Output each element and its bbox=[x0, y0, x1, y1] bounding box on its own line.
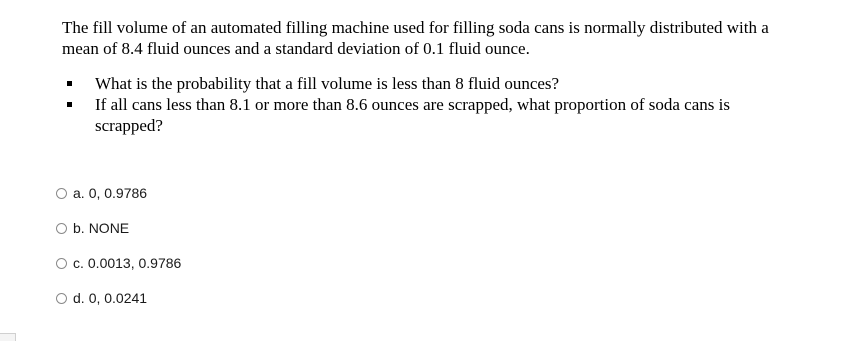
option-text: 0, 0.0241 bbox=[88, 290, 148, 306]
answer-option-c[interactable] bbox=[56, 254, 181, 272]
radio-button-icon[interactable] bbox=[56, 223, 67, 234]
page-corner-divider bbox=[0, 333, 16, 341]
option-text: 0, 0.9786 bbox=[88, 185, 148, 201]
option-letter: a. bbox=[73, 185, 85, 201]
question-stem: The fill volume of an automated filling machine used for filling soda cans is normally distributed with a mean of 8.4 fluid ounces and a standard deviation of 0.1 fluid ounce. bbox=[62, 18, 769, 58]
question-parts-list bbox=[62, 73, 802, 136]
square-bullet-icon bbox=[67, 102, 72, 107]
radio-button-icon[interactable] bbox=[56, 293, 67, 304]
answer-option-a[interactable] bbox=[56, 184, 181, 202]
radio-button-icon[interactable] bbox=[56, 188, 67, 199]
answer-options bbox=[56, 184, 181, 324]
question-part bbox=[62, 94, 802, 136]
question-part bbox=[62, 73, 802, 94]
option-text: NONE bbox=[88, 220, 130, 236]
answer-option-d[interactable] bbox=[56, 289, 181, 307]
option-letter: c. bbox=[73, 255, 84, 271]
option-letter: b. bbox=[73, 220, 85, 236]
square-bullet-icon bbox=[67, 81, 72, 86]
question-text bbox=[62, 17, 802, 136]
answer-option-b[interactable] bbox=[56, 219, 181, 237]
option-text: 0.0013, 0.9786 bbox=[87, 255, 182, 271]
question-part-text: If all cans less than 8.1 or more than 8.6 ounces are scrapped, what proportion of soda cans is scrapped? bbox=[95, 95, 730, 135]
radio-button-icon[interactable] bbox=[56, 258, 67, 269]
question-part-text: What is the probability that a fill volume is less than 8 fluid ounces? bbox=[95, 74, 560, 93]
option-letter: d. bbox=[73, 290, 85, 306]
